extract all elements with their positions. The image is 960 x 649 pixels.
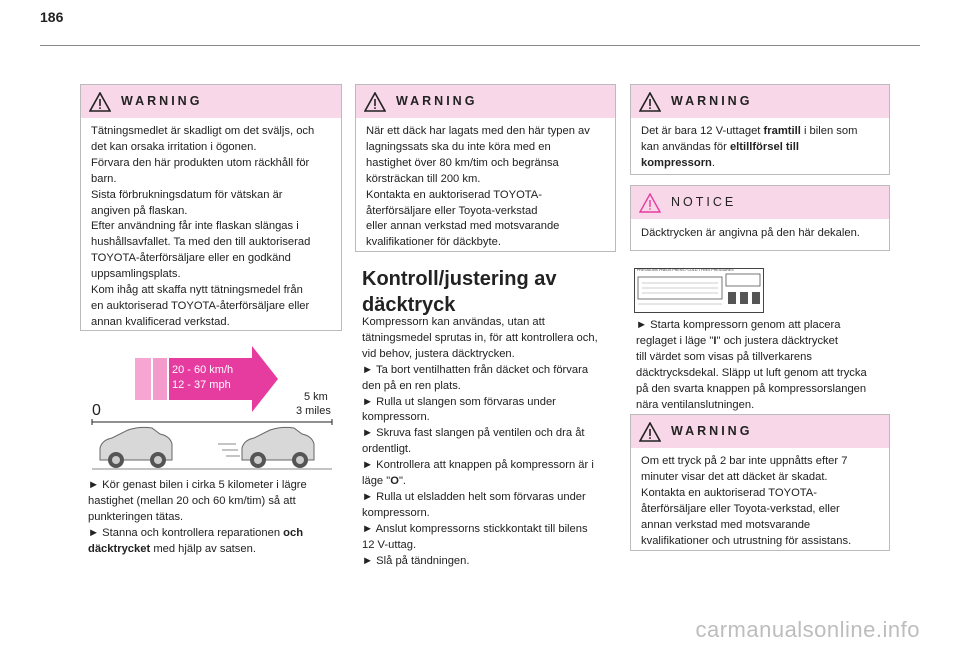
section-heading [362, 266, 556, 318]
heading-line: Kontroll/justering av [362, 268, 557, 290]
warning-header [81, 85, 341, 118]
text-line: Däcktrycken är angivna på den här dekalen. [641, 227, 860, 239]
warning-box-pressure-fail [630, 414, 890, 551]
text-line: uppsamlingsplats. [91, 268, 181, 281]
warning-box-speed-limit [355, 84, 616, 252]
text-line: ► Rulla ut slangen som förvaras under [362, 395, 556, 408]
text-line: angiven på flaskan. [91, 204, 188, 217]
drive-illustration [80, 342, 342, 472]
warning-title: WARNING [396, 93, 478, 108]
notice-title: NOTICE [671, 194, 737, 209]
text-line: Efter användning får inte flaskan slängas i [91, 220, 299, 233]
warning-title: WARNING [671, 423, 753, 438]
text-span: " och justera däcktrycket [716, 334, 838, 347]
text-line [88, 526, 348, 542]
speed-kmh-label: 20 - 60 km/h [172, 364, 234, 376]
text-line: en auktoriserad TOYOTA-återförsäljare eller [91, 299, 310, 312]
text-line: ► Ta bort ventilhatten från däcket och förvara [362, 363, 589, 376]
watermark: carmanualsonline.info [695, 616, 920, 642]
start-distance-label: 0 [92, 402, 101, 419]
text-line [636, 334, 896, 350]
text-line: ► Slå på tändningen. [362, 554, 470, 567]
text-line: tätningsmedel sprutas in, för att kontrollera och, [362, 331, 598, 344]
text-span: med hjälp av satsen. [153, 542, 256, 555]
warning-title: WARNING [121, 93, 203, 108]
text-line: kompressorn. [362, 411, 430, 424]
warning-triangle-icon [639, 92, 661, 112]
text-line: kvalifikationer för däckbyte. [366, 236, 501, 249]
notice-header [631, 186, 889, 219]
text-line: Tätningsmedlet är skadligt om det sväljs, och [91, 125, 315, 137]
text-line: till värdet som visas på tillverkarens [636, 350, 812, 363]
text-line: vid behov, justera däcktrycken. [362, 347, 515, 360]
text-line: Kontakta en auktoriserad TOYOTA- [641, 486, 817, 499]
text-line: ► Kontrollera att knappen på kompressorn är i [362, 459, 594, 472]
text-line: ► Kör genast bilen i cirka 5 kilometer i lägre [88, 479, 307, 491]
notice-box-sticker [630, 185, 890, 251]
warning-header [631, 415, 889, 448]
text-line: Förvara den här produkten utom räckhåll för [91, 156, 310, 169]
text-line [362, 474, 622, 490]
warning-triangle-icon [89, 92, 111, 112]
text-line: ► Anslut kompressorns stickkontakt till bilens [362, 522, 588, 535]
text-bold: I [713, 334, 717, 347]
text-span: Det är bara 12 V-uttaget [641, 125, 761, 137]
sticker-header: PRESSIONS PNEUS PRESS / COLD TYRES PRESSURES [637, 268, 734, 272]
text-line: annan kvalificerad verkstad. [91, 315, 230, 328]
notice-triangle-icon [639, 193, 661, 213]
drive-instructions [88, 478, 348, 558]
text-line: 12 V-uttag. [362, 538, 417, 551]
tyre-pressure-sticker [634, 268, 764, 313]
text-line: minuter visar det att däcket är skadat. [641, 470, 828, 483]
text-bold: framtill [763, 125, 801, 137]
text-bold: däcktrycket [88, 542, 151, 555]
text-line: kvalifikationer och utrustning för assistans. [641, 534, 852, 547]
text-bold: eltillförsel till [729, 140, 799, 153]
text-line [88, 542, 348, 558]
warning-box-sealant [80, 84, 342, 331]
speed-mph-label: 12 - 37 mph [172, 379, 231, 391]
text-span: reglaget i läge " [636, 334, 714, 347]
text-line: Kontakta en auktoriserad TOYOTA- [366, 188, 542, 201]
text-line: nära ventilanslutningen. [636, 398, 755, 411]
text-line: TOYOTA-återförsäljare eller en godkänd [91, 252, 291, 265]
text-line: Sista förbrukningsdatum för vätskan är [91, 188, 283, 201]
pressure-check-instructions [362, 315, 622, 570]
text-line: återförsäljare eller Toyota-verkstad, eller [641, 502, 840, 515]
distance-miles-label: 3 miles [296, 405, 331, 417]
text-line: körsträckan till 200 km. [366, 172, 481, 185]
text-line: kompressorn. [362, 506, 430, 519]
text-line: den på en ren plats. [362, 379, 461, 392]
text-line [641, 124, 879, 140]
text-bold: kompressorn [641, 156, 712, 169]
page-number: 186 [40, 9, 64, 25]
text-line: det kan orsaka irritation i ögonen. [91, 140, 257, 153]
text-span: läge " [362, 475, 391, 488]
text-bold: O [390, 475, 399, 488]
warning-box-12v-socket [630, 84, 890, 175]
text-line: hushållsavfallet. Ta med den till auktoriserad [91, 236, 311, 249]
header-rule [40, 45, 920, 46]
compressor-instructions [636, 318, 896, 413]
warning-title: WARNING [671, 93, 753, 108]
text-line: eller annan verkstad med motsvarande [366, 220, 560, 233]
text-span: ► Stanna och kontrollera reparationen [88, 526, 281, 539]
text-line: på den svarta knappen på kompressorslangen [636, 382, 867, 395]
text-line: annan verkstad med motsvarande [641, 518, 811, 531]
text-line [641, 140, 879, 156]
text-line [641, 156, 879, 172]
warning-triangle-icon [364, 92, 386, 112]
text-line: ► Skruva fast slangen på ventilen och dra åt [362, 427, 585, 440]
text-line: Kom ihåg att skaffa nytt tätningsmedel från [91, 284, 303, 297]
tyre-pressure-sticker-graphic [634, 268, 764, 313]
text-line: lagningssats ska du inte köra med en [366, 140, 551, 153]
text-line: hastighet (mellan 20 och 60 km/tim) så att [88, 494, 296, 507]
text-line: När ett däck har lagats med den här typen av [366, 125, 590, 137]
text-line: barn. [91, 172, 117, 185]
text-line: Om ett tryck på 2 bar inte uppnåtts efter 7 [641, 455, 848, 467]
warning-header [356, 85, 615, 118]
text-line: hastighet över 80 km/tim och begränsa [366, 156, 559, 169]
text-line: däcktrycksdekal. Släpp ut luft genom att trycka [636, 366, 867, 379]
text-line: ► Starta kompressorn genom att placera [636, 319, 841, 331]
text-span: ". [398, 475, 407, 488]
text-line: Kompressorn kan användas, utan att [362, 316, 545, 328]
warning-triangle-icon [639, 422, 661, 442]
distance-km-label: 5 km [304, 391, 328, 403]
text-line: punkteringen tätas. [88, 510, 184, 523]
text-span: kan användas för [641, 140, 727, 153]
text-span: . [711, 156, 715, 169]
text-line: ordentligt. [362, 443, 412, 456]
text-span: i bilen som [803, 125, 858, 137]
heading-line: däcktryck [362, 294, 456, 316]
warning-header [631, 85, 889, 118]
text-bold: och [283, 526, 304, 539]
text-line: återförsäljare eller Toyota-verkstad [366, 204, 538, 217]
text-line: ► Rulla ut elsladden helt som förvaras under [362, 490, 586, 503]
